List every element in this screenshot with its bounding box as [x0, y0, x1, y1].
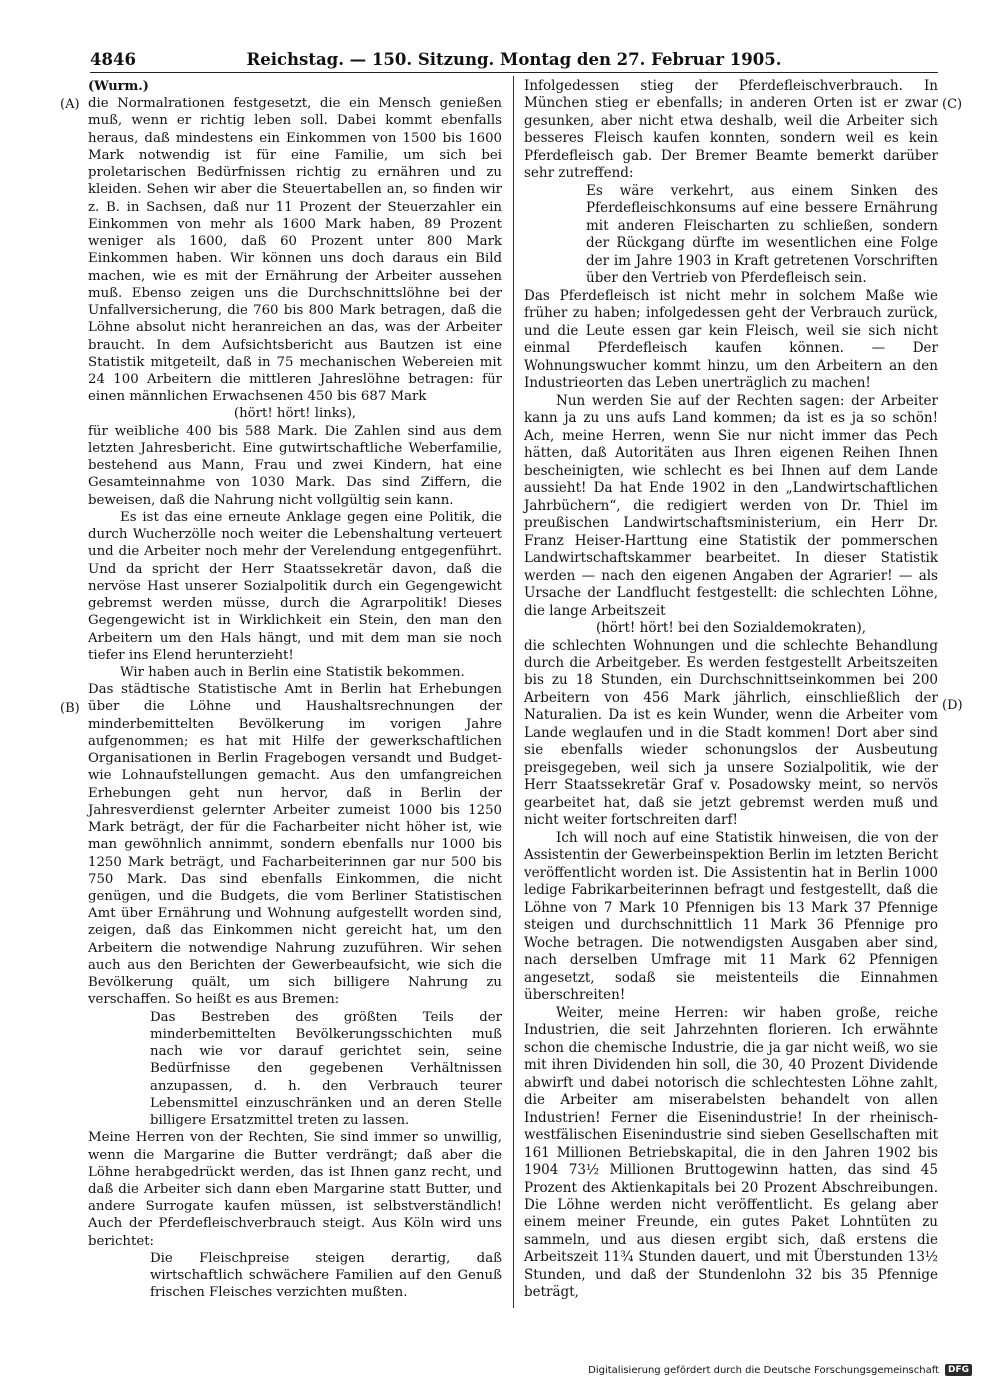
block-quote: Es wäre verkehrt, aus einem Sinken des Pferdefleischkonsums auf eine bessere Ernährung mit anderen Fleischarten zu schließen, sondern der Rückgang dürfte im wesentlichen eine Folge der im Jahre 1903 in Kraft getretenen Vorschriften über den Vertrieb von Pferdefleisch sein. — [586, 182, 938, 287]
running-header — [90, 50, 938, 73]
digitization-footer — [588, 1364, 972, 1376]
paragraph: Infolgedessen stieg der Pferdefleischverbrauch. In München stieg er ebenfalls; in anderen Orten ist er zwar gesunken, aber nicht etwa deshalb, weil die Arbeiter sich besseres Fleisch kaufen konnten, sondern weil es kein Pferdefleisch gab. Der Bremer Beamte bemerkt darüber sehr zutreffend: — [524, 78, 938, 182]
paragraph: die Normalrationen festgesetzt, die ein Mensch genießen muß, wenn er richtig leben soll. Dabei kommt ebenfalls heraus, daß mindestens ein Einkommen von 1500 bis 1600 Mark notwendig ist für eine Familie, um sich bei proletarischen Bedürfnissen richtig zu ernähren und zu kleiden. Sehen wir aber die Steuertabellen an, so finden wir z. B. in Sachsen, daß nur 11 Prozent der Steuerzahler ein Einkommen von mehr als 1600 Mark haben, 89 Prozent weniger als 1600, daß 60 Prozent unter 800 Mark Einkommen haben. Wir können uns doch daraus ein Bild machen, wie es mit der Ernährung der Arbeiter aussehen muß. Ebenso zeigen uns die Durchschnittslöhne bei der Unfallversicherung, die 760 bis 800 Mark betragen, daß die Löhne absolut nicht heranreichen an das, was der Arbeiter braucht. In dem Aufsichtsbericht aus Bautzen ist eine Statistik mitgeteilt, daß in 75 mechanischen Webereien mit 24 100 Arbeitern die mittleren Jahreslöhne betragen: für einen männlichen Erwachsenen 450 bis 687 Mark — [88, 96, 502, 405]
paragraph: Nun werden Sie auf der Rechten sagen: der Arbeiter kann ja zu uns aufs Land kommen; da ist es ja so schön! Ach, meine Herren, wenn Sie nur nicht immer das Pech hätten, daß Autoritäten aus Ihren eigenen Reihen Ihnen bescheinigten, wie schlecht es bei Ihnen auf dem Lande aussieht! Da hat Ende 1902 in den „Landwirtschaftlichen Jahrbüchern“, die redigiert werden von Dr. Thiel im preußischen Landwirtschaftsministerium, ein Herr Dr. Franz Heiser-Harttung eine Statistik der pommerschen Landwirtschaftskammer bearbeitet. In dieser Statistik werden — nach den eigenen Angaben der Agrarier! — als Ursache der Landflucht festgestellt: die schlechten Löhne, die lange Arbeitszeit — [524, 392, 938, 619]
page-number: 4846 — [90, 50, 136, 69]
paragraph: Das Pferdefleisch ist nicht mehr in solchem Maße wie früher zu haben; infolgedessen geht der Verbrauch zurück, und die Leute essen gar kein Fleisch, weil sie sich nicht einmal Pferdefleisch kaufen können. — Der Wohnungswucher kommt hinzu, um den Arbeitern an den Industrieorten das Leben unerträglich zu machen! — [524, 287, 938, 392]
column-divider — [513, 76, 514, 1308]
paragraph: Weiter, meine Herren: wir haben große, reiche Industrien, die seit Jahrzehnten florieren. Ich erwähnte schon die chemische Industrie, die ja gar nicht weiß, wo sie mit ihren Dividenden hin soll, die 30, 40 Prozent Dividende abwirft und dabei notorisch die schlechtesten Löhne zahlt, die Arbeiter am miserabelsten behandelt von allen Industrien! Ferner die Eisenindustrie! In der rheinisch-westfälischen Eisenindustrie sind sieben Gesellschaften mit 161 Millionen Betriebskapital, die in den Jahren 1902 bis 1904 73½ Millionen Bruttogewinn hatten, das sind 45 Prozent des Aktienkapitals bei 20 Prozent Abschreibungen. Die Löhne werden nicht veröffentlicht. Es gelang aber einem meiner Freunde, ein gutes Paket Lohntüten zu sammeln, und aus diesen ergibt sich, daß erstens die Arbeitszeit 11¾ Stunden dauert, und mit Überstunden 13½ Stunden, und daß der Stundenlohn 32 bis 35 Pfennige beträgt, — [524, 1004, 938, 1301]
paragraph: für weibliche 400 bis 588 Mark. Die Zahlen sind aus dem letzten Jahresbericht. Eine gutwirtschaftliche Weberfamilie, bestehend aus Mann, Frau und zwei Kindern, hat eine Gesamteinnahme von 1030 Mark. Das sind Ziffern, die beweisen, daß die Nahrung nicht vollgültig sein kann. — [88, 423, 502, 508]
paragraph: Es ist das eine erneute Anklage gegen eine Politik, die durch Wucherzölle noch weiter die Lebenshaltung verteuert und die Arbeiter noch mehr der Verelendung entgegenführt. Und da spricht der Herr Staatssekretär davon, daß die nervöse Hast unserer Sozialpolitik durch ein Gegengewicht gebremst werden müsse, durch die Agrarpolitik! Dieses Gegengewicht ist in Wirklichkeit ein Stein, den man den Arbeitern um den Hals hängt, und mit dem man sie noch tiefer ins Elend herunterzieht! — [88, 509, 502, 663]
footer-text: Digitalisierung gefördert durch die Deutsche Forschungsgemeinschaft — [588, 1364, 939, 1376]
margin-marker-d: (D) — [942, 698, 963, 713]
dfg-logo: DFG — [945, 1364, 972, 1376]
paragraph: Meine Herren von der Rechten, Sie sind immer so unwillig, wenn die Margarine die Butter verdrängt; daß aber die Löhne herabgedrückt werden, das ist Ihnen ganz recht, und daß die Arbeiter sich dann eben Margarine statt Butter, und andere Surrogate kaufen müssen, ist selbstverständlich! Auch der Pferdefleischverbrauch steigt. Aus Köln wird uns berichtet: — [88, 1130, 502, 1249]
paragraph: Ich will noch auf eine Statistik hinweisen, die von der Assistentin der Gewerbeinspektion Berlin im letzten Bericht veröffentlicht worden ist. Die Assistentin hat in Berlin 1000 ledige Fabrikarbeiterinnen befragt und festgestellt, daß die Löhne von 7 Mark 10 Pfennigen bis 13 Mark 37 Pfennige steigen und durchschnittlich 11 Mark 36 Pfennige pro Woche betragen. Die notwendigsten Ausgaben aber sind, nach derselben Umfrage mit 11 Mark 62 Pfennigen angesetzt, sodaß sie meistenteils die Einnahmen überschreiten! — [524, 829, 938, 1004]
page-title: Reichstag. — 150. Sitzung. Montag den 27. Februar 1905. — [246, 50, 782, 69]
left-column — [88, 78, 502, 1302]
right-column — [524, 78, 938, 1302]
margin-marker-a: (A) — [60, 97, 80, 112]
paragraph: die schlechten Wohnungen und die schlechte Behandlung durch die Arbeitgeber. Es werden festgestellt Arbeitszeiten bis zu 18 Stunden, ein Durchschnittseinkommen bei 200 Arbeitern von 456 Mark jährlich, einschließlich der Naturalien. Da ist es kein Wunder, wenn die Arbeiter vom Lande weglaufen und in die Stadt kommen! Dort aber sind sie ebenfalls wieder schonungslos der Ausbeutung preisgegeben, weil sich ja unsere Sozialpolitik, wie der Herr Staatssekretär Graf v. Posadowsky meint, so nervös gearbeitet hat, daß sie jetzt gebremst werden muß und nicht weiter fortschreiten darf! — [524, 637, 938, 829]
block-quote: Das Bestreben des größten Teils der minderbemittelten Bevölkerungsschichten muß nach wie vor darauf gerichtet sein, seine Bedürfnisse den gegebenen Verhältnissen anzupassen, d. h. den Verbrauch teurer Lebensmittel einzuschränken und an deren Stelle billigere Ersatzmittel treten zu lassen. — [150, 1009, 502, 1129]
block-quote: Die Fleischpreise steigen derartig, daß wirtschaftlich schwächere Familien auf den Genuß frischen Fleisches verzichten mußten. — [150, 1250, 502, 1301]
interjection: (hört! hört! bei den Sozialdemokraten), — [595, 620, 867, 637]
margin-marker-c: (C) — [942, 97, 963, 112]
paragraph: Das städtische Statistische Amt in Berlin hat Erhebungen über die Löhne und Haushaltsrechnungen der minderbemittelten Bevölkerung im vorigen Jahre aufgenommen; es hat mit Hilfe der gewerkschaftlichen Organisationen in Berlin Fragebogen versandt und Budget- wie Lohnaufstellungen gemacht. Aus den umfangreichen Erhebungen geht nun hervor, daß in Berlin der Jahresverdienst gelernter Arbeiter zumeist 1000 bis 1250 Mark beträgt, der für die Facharbeiter nicht höher ist, wie man gewöhnlich annimmt, sondern ebenfalls nur 1000 bis 1250 Mark beträgt, und Facharbeiterinnen gar nur 500 bis 750 Mark. Das sind ebenfalls Einkommen, die nicht genügen, und die Budgets, die vom Berliner Statistischen Amt über Ernährung und Wohnung aufgestellt worden sind, zeigen, daß das Einkommen nicht gereicht hat, um den Arbeitern die notwendige Nahrung zuzuführen. Wir sehen auch aus den Berichten der Gewerbeaufsicht, wie sich die Bevölkerung quält, um sich billigere Nahrung zu verschaffen. So heißt es aus Bremen: — [88, 682, 502, 1008]
paragraph: Wir haben auch in Berlin eine Statistik bekommen. — [120, 664, 465, 680]
interjection: (hört! hört! links), — [233, 406, 357, 422]
speaker-label: (Wurm.) — [88, 79, 149, 94]
margin-marker-b: (B) — [60, 701, 80, 716]
